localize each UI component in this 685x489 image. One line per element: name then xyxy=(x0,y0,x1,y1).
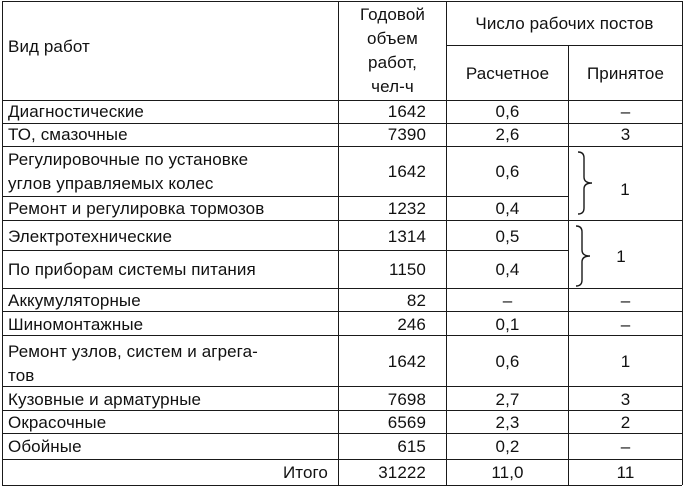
header-annual-volume-line: чел-ч xyxy=(371,77,414,96)
calc-cell: 0,4 xyxy=(495,260,520,279)
row-divider xyxy=(2,288,682,289)
calc-cell: 0,6 xyxy=(495,162,520,181)
work-name: ТО, смазочные xyxy=(8,125,128,144)
row-divider xyxy=(2,459,682,460)
accepted-cell: – xyxy=(620,437,631,456)
header-annual-volume-line: объем xyxy=(367,29,418,48)
table-right-border xyxy=(682,1,683,485)
group-brace xyxy=(572,150,600,216)
work-name: Обойные xyxy=(8,437,82,456)
volume-cell: 246 xyxy=(397,315,426,334)
volume-cell: 6569 xyxy=(387,413,426,432)
calc-cell: – xyxy=(502,291,513,310)
accepted-cell: 1 xyxy=(620,352,631,371)
table-top-border xyxy=(2,1,682,2)
volume-cell: 82 xyxy=(406,291,426,310)
accepted-cell: 3 xyxy=(620,390,631,409)
accepted-cell: – xyxy=(620,102,631,121)
volume-cell: 1314 xyxy=(387,227,426,246)
work-name: Ремонт и регулировка тормозов xyxy=(8,199,265,218)
row-divider xyxy=(2,386,682,387)
work-name: Окрасочные xyxy=(8,413,107,432)
work-name-line: Ремонт узлов, систем и агрега- xyxy=(8,342,258,361)
group-brace xyxy=(570,224,598,288)
volume-cell: 1232 xyxy=(387,199,426,218)
volume-cell: 1642 xyxy=(387,162,426,181)
volume-cell: 7698 xyxy=(387,390,426,409)
header-bottom-border xyxy=(2,100,682,101)
accepted-cell: 2 xyxy=(620,413,631,432)
row-divider xyxy=(2,311,682,312)
row-divider xyxy=(2,250,568,251)
calc-cell: 0,2 xyxy=(495,437,520,456)
table-bottom-border xyxy=(2,485,682,486)
work-name: Диагностические xyxy=(8,102,144,121)
work-name: Кузовные и арматурные xyxy=(8,390,202,409)
work-name: Аккумуляторные xyxy=(8,291,141,310)
accepted-cell: – xyxy=(620,291,631,310)
row-divider xyxy=(2,433,682,434)
volume-cell: 615 xyxy=(397,437,426,456)
row-divider xyxy=(2,146,682,147)
header-calculated: Расчетное xyxy=(465,64,550,83)
calc-cell: 2,7 xyxy=(495,390,520,409)
calc-cell: 2,6 xyxy=(495,125,520,144)
accepted-group-value: 1 xyxy=(616,247,626,266)
row-divider xyxy=(2,410,682,411)
table-left-border xyxy=(2,1,3,485)
header-accepted: Принятое xyxy=(586,64,665,83)
accepted-group-value: 1 xyxy=(620,180,630,199)
total-volume: 31222 xyxy=(378,463,426,482)
row-divider xyxy=(2,196,568,197)
calc-cell: 0,6 xyxy=(495,352,520,371)
total-accepted: 11 xyxy=(616,463,635,482)
header-annual-volume-line: работ, xyxy=(368,53,417,72)
row-divider xyxy=(2,220,682,221)
header-posts-group: Число рабочих постов xyxy=(475,14,654,33)
work-name-line: Регулировочные по установке xyxy=(8,150,249,169)
header-work-type: Вид работ xyxy=(8,37,90,56)
work-name: Шиномонтажные xyxy=(8,315,144,334)
calc-cell: 0,5 xyxy=(495,227,520,246)
row-divider xyxy=(2,335,682,336)
volume-cell: 7390 xyxy=(387,125,426,144)
row-divider xyxy=(2,123,682,124)
total-calc: 11,0 xyxy=(491,463,524,482)
accepted-cell: – xyxy=(620,315,631,334)
work-name: По приборам системы питания xyxy=(8,260,256,279)
calc-cell: 0,1 xyxy=(495,315,520,334)
total-label: Итого xyxy=(282,463,328,482)
volume-cell: 1642 xyxy=(387,352,426,371)
volume-cell: 1642 xyxy=(387,102,426,121)
work-name: Электротехнические xyxy=(8,227,173,246)
header-annual-volume-line: Годовой xyxy=(359,5,425,24)
work-name-line: углов управляемых колес xyxy=(8,174,214,193)
calc-cell: 0,6 xyxy=(495,102,520,121)
volume-cell: 1150 xyxy=(389,260,426,279)
header-group-divider xyxy=(446,45,682,46)
calc-cell: 0,4 xyxy=(495,199,520,218)
accepted-cell: 3 xyxy=(620,125,631,144)
calc-cell: 2,3 xyxy=(495,413,520,432)
work-name-line: тов xyxy=(8,366,35,385)
